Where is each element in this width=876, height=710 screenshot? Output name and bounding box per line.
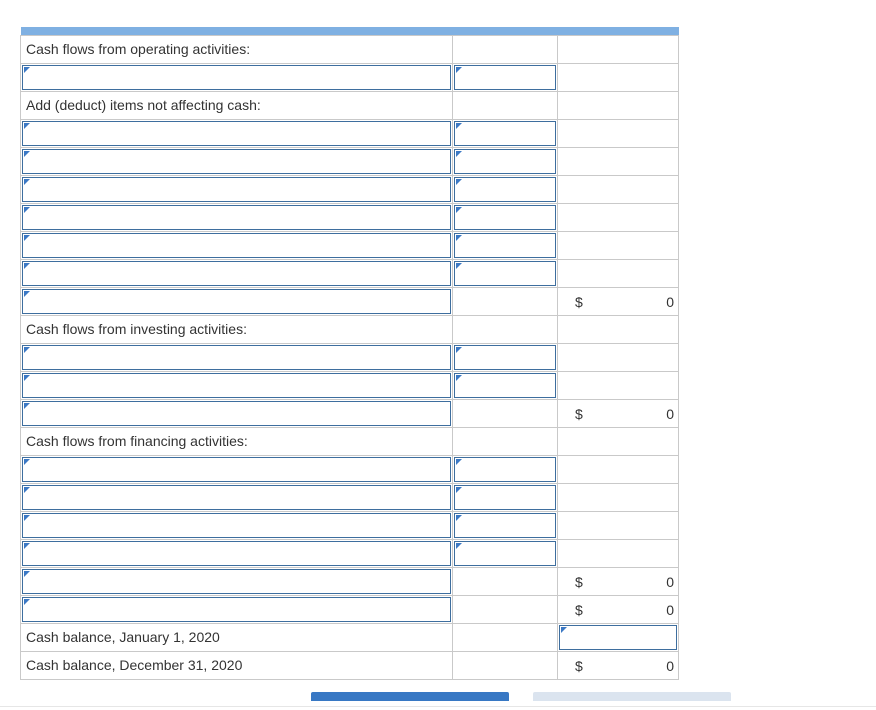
worksheet-row <box>21 287 679 315</box>
worksheet-row <box>21 231 679 259</box>
line-item-amount-input[interactable] <box>454 177 556 202</box>
currency-symbol: $ <box>575 405 583 422</box>
amount-cell <box>453 651 558 679</box>
total-cell <box>558 343 679 371</box>
description-cell <box>21 35 453 63</box>
description-cell <box>21 427 453 455</box>
amount-cell <box>453 231 558 259</box>
amount-cell <box>453 623 558 651</box>
line-item-amount-input[interactable] <box>454 149 556 174</box>
total-cell <box>558 259 679 287</box>
dropdown-marker-icon <box>24 459 30 465</box>
description-cell <box>21 231 453 259</box>
section-heading: Add (deduct) items not affecting cash: <box>26 97 261 113</box>
total-cell <box>558 63 679 91</box>
description-cell <box>21 63 453 91</box>
line-item-amount-input[interactable] <box>454 65 556 90</box>
dropdown-marker-icon <box>456 235 462 241</box>
subtotal-description-input[interactable] <box>22 569 451 594</box>
description-cell <box>21 147 453 175</box>
description-cell <box>21 343 453 371</box>
dropdown-marker-icon <box>24 515 30 521</box>
worksheet-row <box>21 119 679 147</box>
worksheet-row <box>21 371 679 399</box>
worksheet-row <box>21 427 679 455</box>
dropdown-marker-icon <box>24 207 30 213</box>
description-cell <box>21 511 453 539</box>
worksheet-row <box>21 147 679 175</box>
subtotal-description-input[interactable] <box>22 289 451 314</box>
dropdown-marker-icon <box>24 151 30 157</box>
line-item-amount-input[interactable] <box>454 345 556 370</box>
balance-label: Cash balance, January 1, 2020 <box>26 629 220 645</box>
amount-cell <box>453 63 558 91</box>
description-cell <box>21 287 453 315</box>
dropdown-marker-icon <box>24 599 30 605</box>
line-item-description-input[interactable] <box>22 513 451 538</box>
amount-cell <box>453 119 558 147</box>
amount-cell <box>453 287 558 315</box>
dropdown-marker-icon <box>456 67 462 73</box>
dropdown-marker-icon <box>24 375 30 381</box>
amount-cell <box>453 147 558 175</box>
dropdown-marker-icon <box>456 515 462 521</box>
line-item-description-input[interactable] <box>22 373 451 398</box>
total-cell <box>558 455 679 483</box>
primary-button[interactable] <box>311 692 509 701</box>
line-item-amount-input[interactable] <box>454 457 556 482</box>
line-item-description-input[interactable] <box>22 121 451 146</box>
computed-total: 0 <box>666 405 674 422</box>
total-cell <box>558 623 679 651</box>
cash-flow-worksheet <box>20 27 679 680</box>
total-cell <box>558 483 679 511</box>
worksheet-row <box>21 35 679 63</box>
worksheet-row <box>21 203 679 231</box>
amount-cell <box>453 203 558 231</box>
dropdown-marker-icon <box>561 627 567 633</box>
dropdown-marker-icon <box>456 347 462 353</box>
beginning-balance-input[interactable] <box>559 625 677 650</box>
dropdown-marker-icon <box>24 235 30 241</box>
dropdown-marker-icon <box>24 263 30 269</box>
dropdown-marker-icon <box>24 67 30 73</box>
total-cell <box>558 539 679 567</box>
section-heading: Cash flows from operating activities: <box>26 41 251 57</box>
total-cell <box>558 427 679 455</box>
subtotal-description-input[interactable] <box>22 401 451 426</box>
total-cell <box>558 511 679 539</box>
amount-cell <box>453 399 558 427</box>
worksheet-row <box>21 623 679 651</box>
dropdown-marker-icon <box>24 123 30 129</box>
dropdown-marker-icon <box>456 151 462 157</box>
line-item-amount-input[interactable] <box>454 373 556 398</box>
amount-cell <box>453 175 558 203</box>
currency-symbol: $ <box>575 293 583 310</box>
dropdown-marker-icon <box>456 375 462 381</box>
description-cell <box>21 259 453 287</box>
line-item-amount-input[interactable] <box>454 205 556 230</box>
line-item-description-input[interactable] <box>22 177 451 202</box>
description-cell <box>21 595 453 623</box>
dropdown-marker-icon <box>24 179 30 185</box>
total-cell <box>558 175 679 203</box>
worksheet-row <box>21 91 679 119</box>
line-item-amount-input[interactable] <box>454 541 556 566</box>
dropdown-marker-icon <box>24 347 30 353</box>
worksheet-row <box>21 567 679 595</box>
currency-symbol: $ <box>575 601 583 618</box>
description-cell <box>21 483 453 511</box>
total-cell <box>558 651 679 679</box>
line-item-amount-input[interactable] <box>454 261 556 286</box>
amount-cell <box>453 371 558 399</box>
worksheet-row <box>21 539 679 567</box>
description-cell <box>21 455 453 483</box>
total-cell <box>558 371 679 399</box>
total-cell <box>558 147 679 175</box>
worksheet-header-bar <box>21 27 679 35</box>
total-cell <box>558 91 679 119</box>
worksheet-row <box>21 259 679 287</box>
description-cell <box>21 399 453 427</box>
computed-total: 0 <box>666 657 674 674</box>
currency-symbol: $ <box>575 657 583 674</box>
dropdown-marker-icon <box>456 263 462 269</box>
dropdown-marker-icon <box>24 543 30 549</box>
computed-total: 0 <box>666 573 674 590</box>
amount-cell <box>453 343 558 371</box>
balance-label: Cash balance, December 31, 2020 <box>26 657 243 673</box>
amount-cell <box>453 455 558 483</box>
line-item-description-input[interactable] <box>22 345 451 370</box>
dropdown-marker-icon <box>456 543 462 549</box>
dropdown-marker-icon <box>24 291 30 297</box>
amount-cell <box>453 427 558 455</box>
worksheet-row <box>21 511 679 539</box>
amount-cell <box>453 595 558 623</box>
worksheet-body <box>21 27 679 679</box>
computed-total: 0 <box>666 293 674 310</box>
secondary-button[interactable] <box>533 692 731 701</box>
footer-divider <box>0 706 876 707</box>
description-cell <box>21 567 453 595</box>
header-cell <box>558 27 679 35</box>
line-item-amount-input[interactable] <box>454 121 556 146</box>
description-cell <box>21 91 453 119</box>
line-item-description-input[interactable] <box>22 485 451 510</box>
header-cell <box>21 27 453 35</box>
dropdown-marker-icon <box>456 123 462 129</box>
description-cell <box>21 315 453 343</box>
total-cell <box>558 567 679 595</box>
total-cell <box>558 231 679 259</box>
line-item-description-input[interactable] <box>22 149 451 174</box>
amount-cell <box>453 483 558 511</box>
description-cell <box>21 175 453 203</box>
line-item-amount-input[interactable] <box>454 485 556 510</box>
currency-symbol: $ <box>575 573 583 590</box>
description-cell <box>21 539 453 567</box>
total-cell <box>558 203 679 231</box>
description-cell <box>21 651 453 679</box>
total-cell <box>558 287 679 315</box>
dropdown-marker-icon <box>24 403 30 409</box>
worksheet-row <box>21 343 679 371</box>
amount-cell <box>453 91 558 119</box>
section-heading: Cash flows from financing activities: <box>26 433 248 449</box>
description-cell <box>21 623 453 651</box>
dropdown-marker-icon <box>456 179 462 185</box>
computed-total: 0 <box>666 601 674 618</box>
amount-cell <box>453 35 558 63</box>
worksheet-row <box>21 63 679 91</box>
worksheet-row <box>21 651 679 679</box>
line-item-amount-input[interactable] <box>454 233 556 258</box>
line-item-description-input[interactable] <box>22 457 451 482</box>
total-cell <box>558 315 679 343</box>
amount-cell <box>453 259 558 287</box>
dropdown-marker-icon <box>24 487 30 493</box>
dropdown-marker-icon <box>456 459 462 465</box>
line-item-description-input[interactable] <box>22 261 451 286</box>
worksheet-row <box>21 483 679 511</box>
amount-cell <box>453 315 558 343</box>
description-cell <box>21 371 453 399</box>
description-cell <box>21 203 453 231</box>
line-item-description-input[interactable] <box>22 205 451 230</box>
worksheet-row <box>21 315 679 343</box>
dropdown-marker-icon <box>456 207 462 213</box>
worksheet-row <box>21 595 679 623</box>
worksheet-row <box>21 455 679 483</box>
amount-cell <box>453 511 558 539</box>
worksheet-row <box>21 175 679 203</box>
total-cell <box>558 595 679 623</box>
line-item-description-input[interactable] <box>22 541 451 566</box>
section-heading: Cash flows from investing activities: <box>26 321 247 337</box>
dropdown-marker-icon <box>24 571 30 577</box>
total-cell <box>558 35 679 63</box>
header-cell <box>453 27 558 35</box>
worksheet-row <box>21 399 679 427</box>
line-item-description-input[interactable] <box>22 233 451 258</box>
dropdown-marker-icon <box>456 487 462 493</box>
amount-cell <box>453 539 558 567</box>
description-cell <box>21 119 453 147</box>
line-item-description-input[interactable] <box>22 65 451 90</box>
line-item-amount-input[interactable] <box>454 513 556 538</box>
total-cell <box>558 119 679 147</box>
subtotal-description-input[interactable] <box>22 597 451 622</box>
total-cell <box>558 399 679 427</box>
amount-cell <box>453 567 558 595</box>
